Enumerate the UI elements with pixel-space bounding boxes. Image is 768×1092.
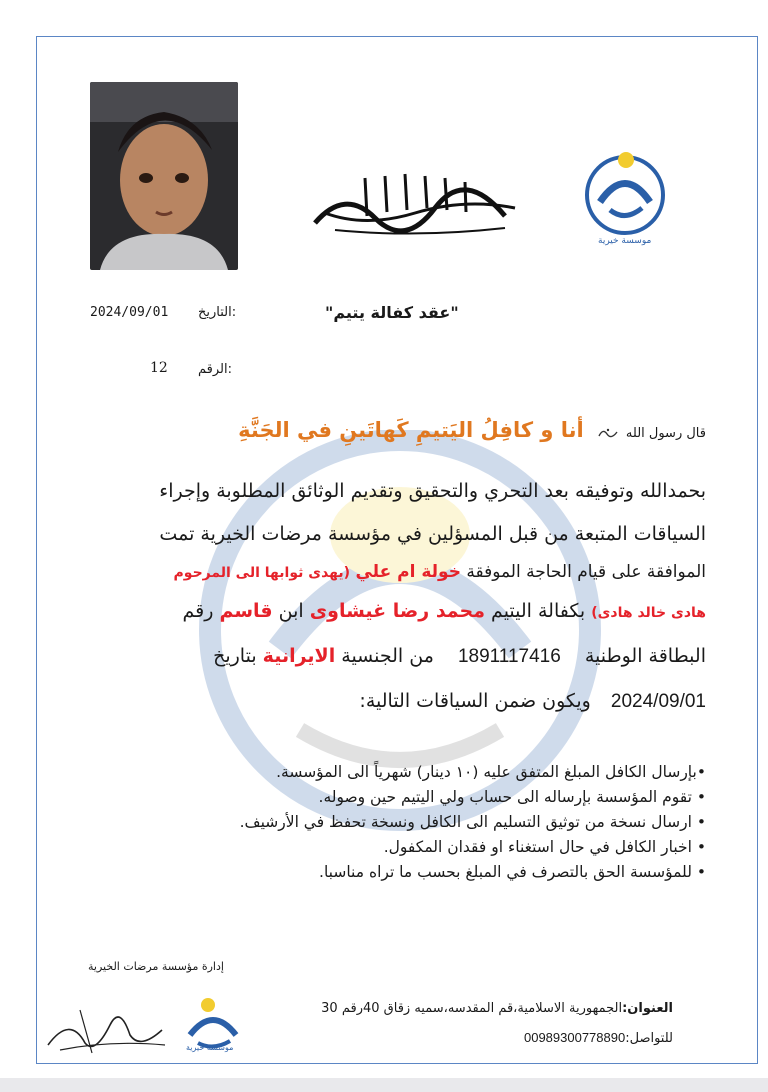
dedication-name: هادى خالد هادى) — [591, 605, 706, 621]
address-label: العنوان: — [622, 1001, 673, 1016]
hadith-line — [238, 418, 706, 442]
page-bottom-strip — [0, 1078, 768, 1092]
body-text-segment: الموافقة على قيام الحاجة الموفقة — [466, 562, 706, 582]
contact-label: للتواصل: — [625, 1031, 673, 1046]
body-text-segment: بكفالة اليتيم — [491, 600, 586, 622]
body-text-segment: البطاقة الوطنية — [584, 645, 706, 667]
footer-logo-caption: موسسة خيرية — [186, 1043, 234, 1052]
body-line-2: السياقات المتبعة من قبل المسؤلين في مؤسسة مرضات الخيرية تمت — [159, 523, 706, 545]
nationality: الايرانية — [262, 645, 336, 667]
national-id-number: 1891117416 — [457, 646, 561, 667]
administration-label: إدارة مؤسسة مرضات الخيرية — [88, 960, 224, 973]
document-title: "عقد كفالة يتيم" — [325, 303, 459, 322]
address-value: الجمهورية الاسلامية،قم المقدسه،سميه زقاق 40رقم 30 — [321, 1001, 623, 1016]
sponsor-name: خولة ام علي — [355, 562, 461, 582]
logo-caption: موسسة خيرية — [598, 236, 652, 246]
dedication-note: (يهدى ثوابها الى المرحوم — [173, 565, 351, 581]
body-text-segment: ابن — [278, 600, 304, 622]
date-value: 2024/09/01 — [90, 305, 169, 320]
body-text-segment: بتاريخ — [213, 645, 257, 667]
condition-item: • للمؤسسة الحق بالتصرف في المبلغ بحسب ما تراه مناسبا. — [319, 863, 706, 881]
number-label: الرقم: — [198, 362, 233, 377]
address-line — [321, 1001, 673, 1016]
body-text-segment: رقم — [182, 600, 214, 622]
condition-item: • ارسال نسخة من توثيق التسليم الى الكافل ونسخة تحفظ في الأرشيف. — [239, 813, 706, 831]
contact-phone: 00989300778890 — [523, 1030, 626, 1045]
body-line-5 — [70, 645, 706, 668]
charity-logo — [580, 150, 670, 250]
body-line-3 — [70, 562, 706, 582]
date-label: التاريخ: — [198, 305, 237, 320]
conditions-list — [100, 760, 706, 885]
basmala-calligraphy — [305, 168, 527, 238]
condition-item: • اخبار الكافل في حال استغناء او فقدان المكفول. — [383, 838, 706, 856]
hadith-quote: أنا و كافِلُ اليَتيمِ كَهاتَينِ في الجَنَّةِ — [238, 418, 584, 442]
signature — [40, 995, 170, 1060]
body-text-segment: ويكون ضمن السياقات التالية: — [359, 690, 591, 712]
contract-date: 2024/09/01 — [610, 691, 706, 712]
footer-logo — [178, 995, 248, 1057]
body-line-6 — [70, 690, 706, 713]
number-value: 12 — [150, 360, 168, 376]
body-text-segment: من الجنسية — [341, 645, 434, 667]
orphan-photo — [90, 82, 238, 270]
condition-item: •بإرسال الكافل المبلغ المتفق عليه (١٠ دينار) شهرياً الى المؤسسة. — [276, 763, 706, 781]
orphan-name: محمد رضا غيشاوى — [309, 600, 485, 622]
body-line-1: بحمدالله وتوفيقه بعد التحري والتحقيق وتقديم الوثائق المطلوبة وإجراء — [159, 480, 706, 502]
salawat-icon — [597, 426, 619, 440]
condition-item: • تقوم المؤسسة بإرساله الى حساب ولي اليتيم حين وصوله. — [318, 788, 706, 806]
contact-line — [524, 1030, 673, 1046]
body-line-4 — [70, 600, 706, 622]
hadith-lead: قال رسول الله — [625, 426, 706, 441]
orphan-father-name: قاسم — [219, 600, 273, 622]
